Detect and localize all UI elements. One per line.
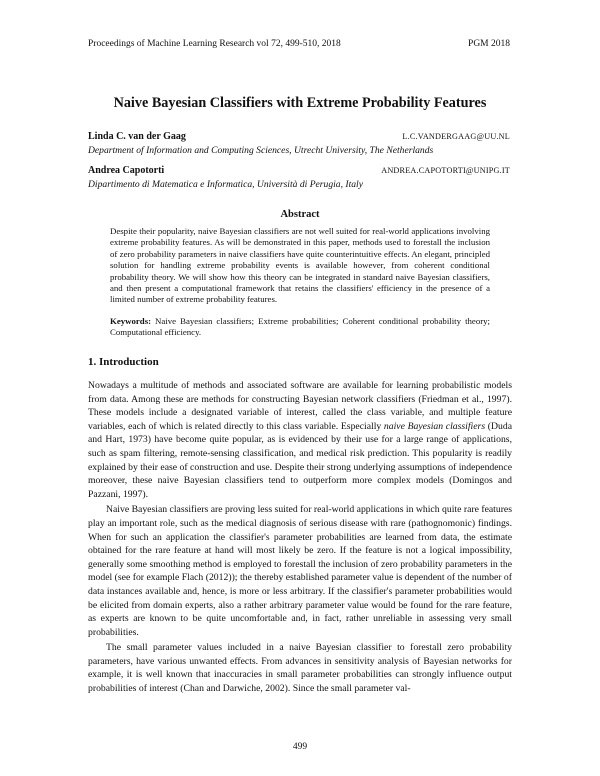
- section-body: [88, 379, 512, 696]
- page-number: 499: [292, 742, 308, 752]
- keywords: [110, 316, 490, 339]
- paper-title: Naive Bayesian Classifiers with Extreme Probability Features: [113, 95, 487, 111]
- running-header: [88, 39, 510, 53]
- emphasis-term: naive Bayesian classifiers: [383, 420, 486, 432]
- paragraph-3: The small parameter values included in a naive Bayesian classifier to forestall zero probability parameters, have various unwanted effects. From advances in sensitivity analysis of Bayesian networks for example, it is well known that inaccuracies in small parameter probabilities can strongly influence output probabilities of interest (Chan and Darwiche, 2002). Since the small parameter val-: [88, 642, 512, 695]
- keywords-label: Keywords:: [110, 316, 152, 326]
- section-heading: 1. Introduction: [88, 356, 159, 368]
- author-name: Linda C. van der Gaag: [88, 131, 186, 142]
- author-email: L.C.VANDERGAAG@UU.NL: [402, 132, 510, 141]
- abstract-text: Despite their popularity, naive Bayesian classifiers are not well suited for real-world applications involving extreme probability features. As will be demonstrated in this paper, methods used to forestall the inclusion of zero probability parameters in naive classifiers have quite counterintuitive effects. An elegant, principled solution for handling extreme probability events is available however, from coherent conditional probability theory. We will show how this theory can be integrated in standard naive Bayesian classifiers, and then present a computational framework that retains the classifiers' efficiency in the presence of a limited number of extreme probability features.: [110, 226, 490, 305]
- author-block-2: [88, 165, 510, 179]
- paragraph-2: Naive Bayesian classifiers are proving less suited for real-world applications in which quite rare features play an important role, such as the medical diagnosis of serious disease with rare (pathognomonic) findings. When for such an application the classifier's parameter probabilities are learned from data, the estimate obtained for the rare feature at hand will most likely be zero. If the feature is not a logical impossibility, generally some smoothing method is employed to forestall the inclusion of zero probability parameters in the model (see for example Flach (2012)); the thereby established parameter value is dependent of the number of data instances available and, hence, is more or less arbitrary. If the classifier's parameter probabilities would be elicited from domain experts, also a rather arbitrary parameter value would be found for the rare feature, as experts are known to be quite uncomfortable and, in fact, rather unreliable in assessing very small probabilities.: [88, 504, 512, 638]
- abstract-heading: Abstract: [280, 209, 320, 220]
- author-affiliation: Department of Information and Computing Sciences, Utrecht University, The Netherlands: [88, 145, 434, 156]
- author-email: ANDREA.CAPOTORTI@UNIPG.IT: [381, 166, 510, 175]
- keywords-list: Naive Bayesian classifiers; Extreme probabilities; Coherent conditional probability theory; Computational efficiency.: [110, 316, 490, 338]
- paragraph-1: Nowadays a multitude of methods and associated software are available for learning probabilistic models from data. Among these are methods for constructing Bayesian network classifiers (Friedman et al., 1997). These models include a designated variable of interest, called the class variable, and multiple feature variables, each of which is related directly to this class variable. Especially naive Bayesian classifiers (Duda and Hart, 1973) have become quite popular, as is evidenced by their use for a large range of applications, such as spam filtering, remote-sensing classification, and medical risk prediction. This popularity is readily explained by their ease of construction and use. Despite their strong underlying assumptions of independence moreover, these naive Bayesian classifiers tend to outperform more complex models (Domingos and Pazzani, 1997).: [88, 380, 512, 500]
- author-name: Andrea Capotorti: [88, 165, 165, 176]
- header-conference: PGM 2018: [468, 39, 510, 49]
- header-proceedings: Proceedings of Machine Learning Research vol 72, 499-510, 2018: [88, 39, 341, 49]
- author-block-1: [88, 131, 510, 145]
- author-affiliation: Dipartimento di Matematica e Informatica, Università di Perugia, Italy: [88, 179, 363, 190]
